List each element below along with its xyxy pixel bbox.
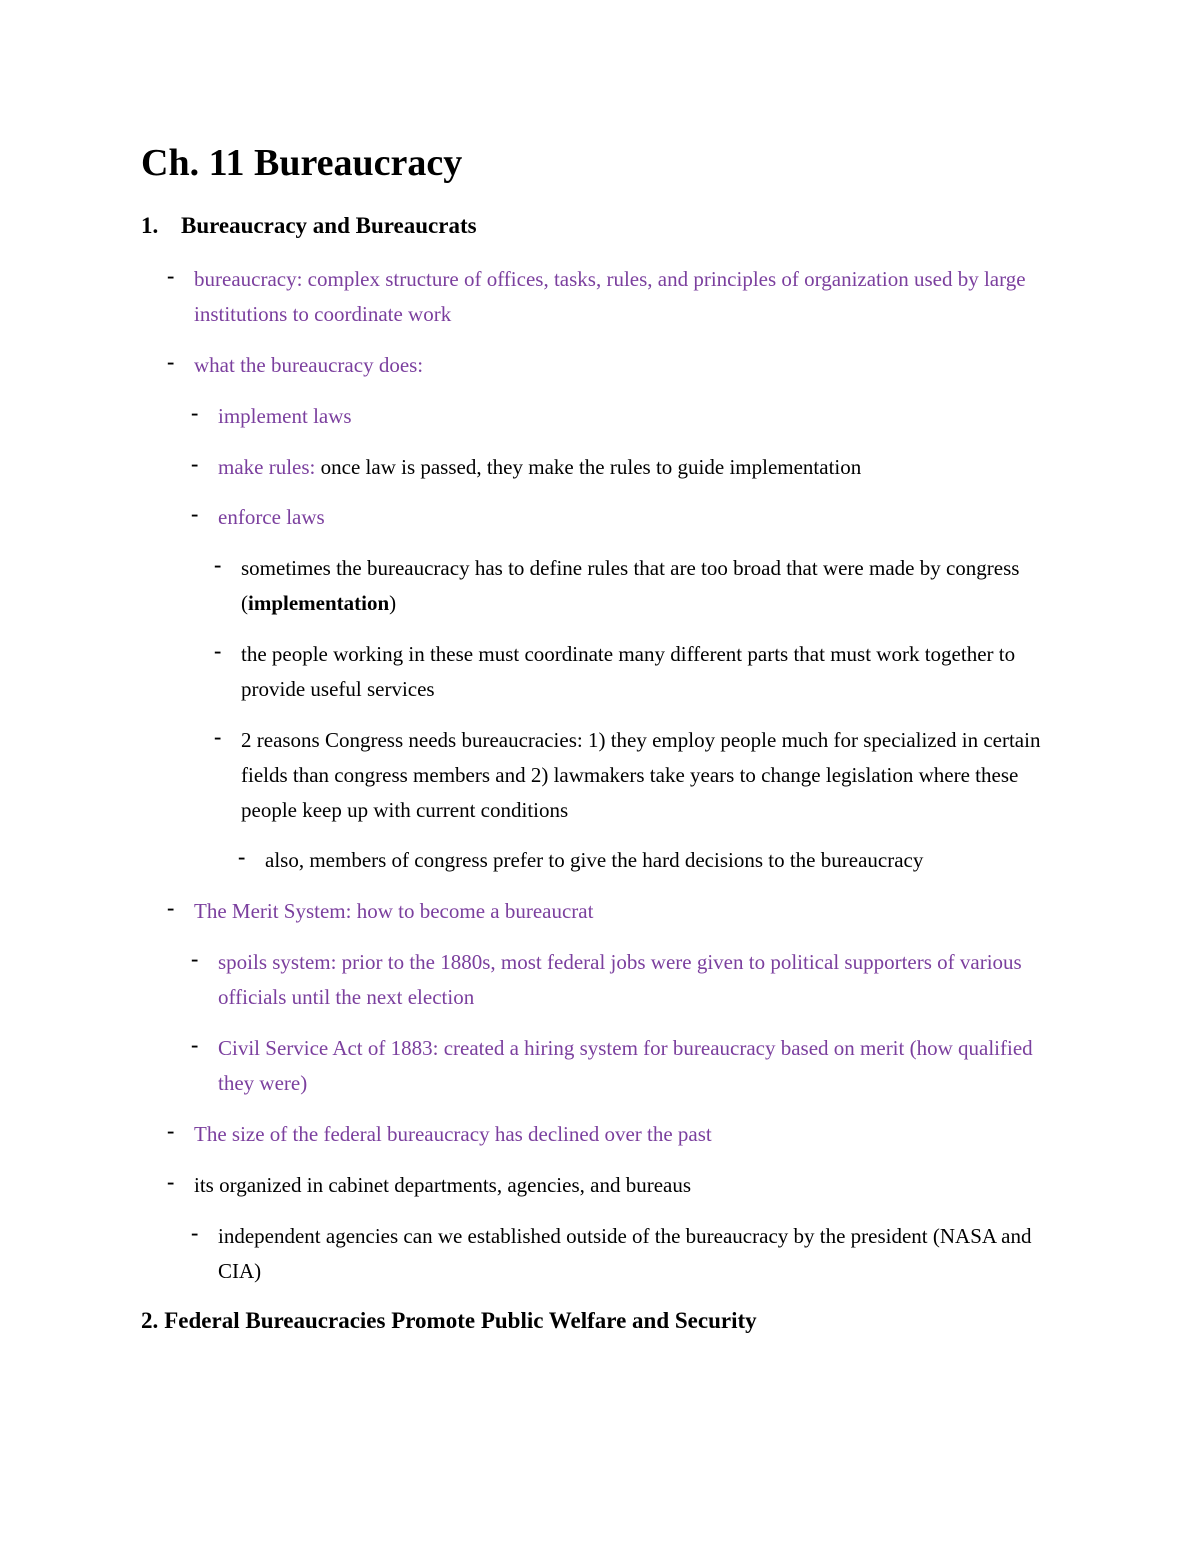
bullet-text: The Merit System: how to become a bureaucrat xyxy=(194,899,594,923)
bullet-text: what the bureaucracy does: xyxy=(194,353,424,377)
bullet-bureaucracy-definition xyxy=(167,262,1054,332)
bullet-civil-service-act xyxy=(191,1031,1054,1101)
section-number: 1. xyxy=(141,213,159,238)
bullet-text: enforce laws xyxy=(218,505,325,529)
dash-bullet-icon: - xyxy=(214,724,222,749)
bullet-implement-laws xyxy=(191,399,1054,434)
bullet-enforce-laws xyxy=(191,500,1054,535)
bullet-text: 2 reasons Congress needs bureaucracies: 1) they employ people much for specialized in certain fields than congress members and 2) lawmakers take years to change legislation where these people keep up with current conditions xyxy=(241,728,1041,822)
section-heading-text: Bureaucracy and Bureaucrats xyxy=(181,213,477,238)
bullet-text: the people working in these must coordinate many different parts that must work together to provide useful services xyxy=(241,642,1016,701)
dash-bullet-icon: - xyxy=(167,1118,175,1143)
bullet-text: implement laws xyxy=(218,404,352,428)
bullet-organized xyxy=(167,1168,1054,1203)
bullet-what-bureaucracy-does xyxy=(167,348,1054,383)
dash-bullet-icon: - xyxy=(214,552,222,577)
bullet-text: sometimes the bureaucracy has to define rules that are too broad that were made by congress ( xyxy=(241,556,1020,615)
dash-bullet-icon: - xyxy=(167,349,175,374)
bullet-size-declined xyxy=(167,1117,1054,1152)
bullet-text: spoils system: prior to the 1880s, most federal jobs were given to political supporters of various officials until the next election xyxy=(218,950,1022,1009)
bullet-spoils-system xyxy=(191,945,1054,1015)
bullet-independent-agencies xyxy=(191,1219,1054,1289)
dash-bullet-icon: - xyxy=(214,638,222,663)
section-heading-text: Federal Bureaucracies Promote Public Welfare and Security xyxy=(164,1308,757,1333)
bullet-two-reasons xyxy=(214,723,1054,828)
section-heading-1 xyxy=(141,211,477,241)
bullet-text: The size of the federal bureaucracy has declined over the past xyxy=(194,1122,712,1146)
bullet-merit-system xyxy=(167,894,1054,929)
dash-bullet-icon: - xyxy=(191,451,199,476)
bullet-coordinate-parts xyxy=(214,637,1054,707)
section-number: 2. xyxy=(141,1308,159,1333)
dash-bullet-icon: - xyxy=(191,946,199,971)
dash-bullet-icon: - xyxy=(191,1220,199,1245)
dash-bullet-icon: - xyxy=(191,1032,199,1057)
dash-bullet-icon: - xyxy=(191,501,199,526)
section-heading-2 xyxy=(141,1306,757,1336)
bullet-text: also, members of congress prefer to give the hard decisions to the bureaucracy xyxy=(265,848,924,872)
dash-bullet-icon: - xyxy=(167,263,175,288)
bullet-text: Civil Service Act of 1883: created a hiring system for bureaucracy based on merit (how qualified they were) xyxy=(218,1036,1033,1095)
bullet-text: its organized in cabinet departments, agencies, and bureaus xyxy=(194,1173,692,1197)
dash-bullet-icon: - xyxy=(238,844,246,869)
dash-bullet-icon: - xyxy=(191,400,199,425)
dash-bullet-icon: - xyxy=(167,895,175,920)
dash-bullet-icon: - xyxy=(167,1169,175,1194)
bold-term: implementation xyxy=(248,591,390,615)
bullet-text: independent agencies can we established outside of the bureaucracy by the president (NASA and CIA) xyxy=(218,1224,1032,1283)
bullet-lead-text: make rules: xyxy=(218,455,316,479)
bullet-text-end: ) xyxy=(389,591,397,615)
bullet-make-rules xyxy=(191,450,1054,485)
bullet-hard-decisions xyxy=(238,843,1054,878)
bullet-define-rules xyxy=(214,551,1054,621)
bullet-text: bureaucracy: complex structure of offices, tasks, rules, and principles of organization used by large institutions to coordinate work xyxy=(194,267,1026,326)
page-title: Ch. 11 Bureaucracy xyxy=(141,142,463,184)
bullet-text: once law is passed, they make the rules to guide implementation xyxy=(315,455,862,479)
